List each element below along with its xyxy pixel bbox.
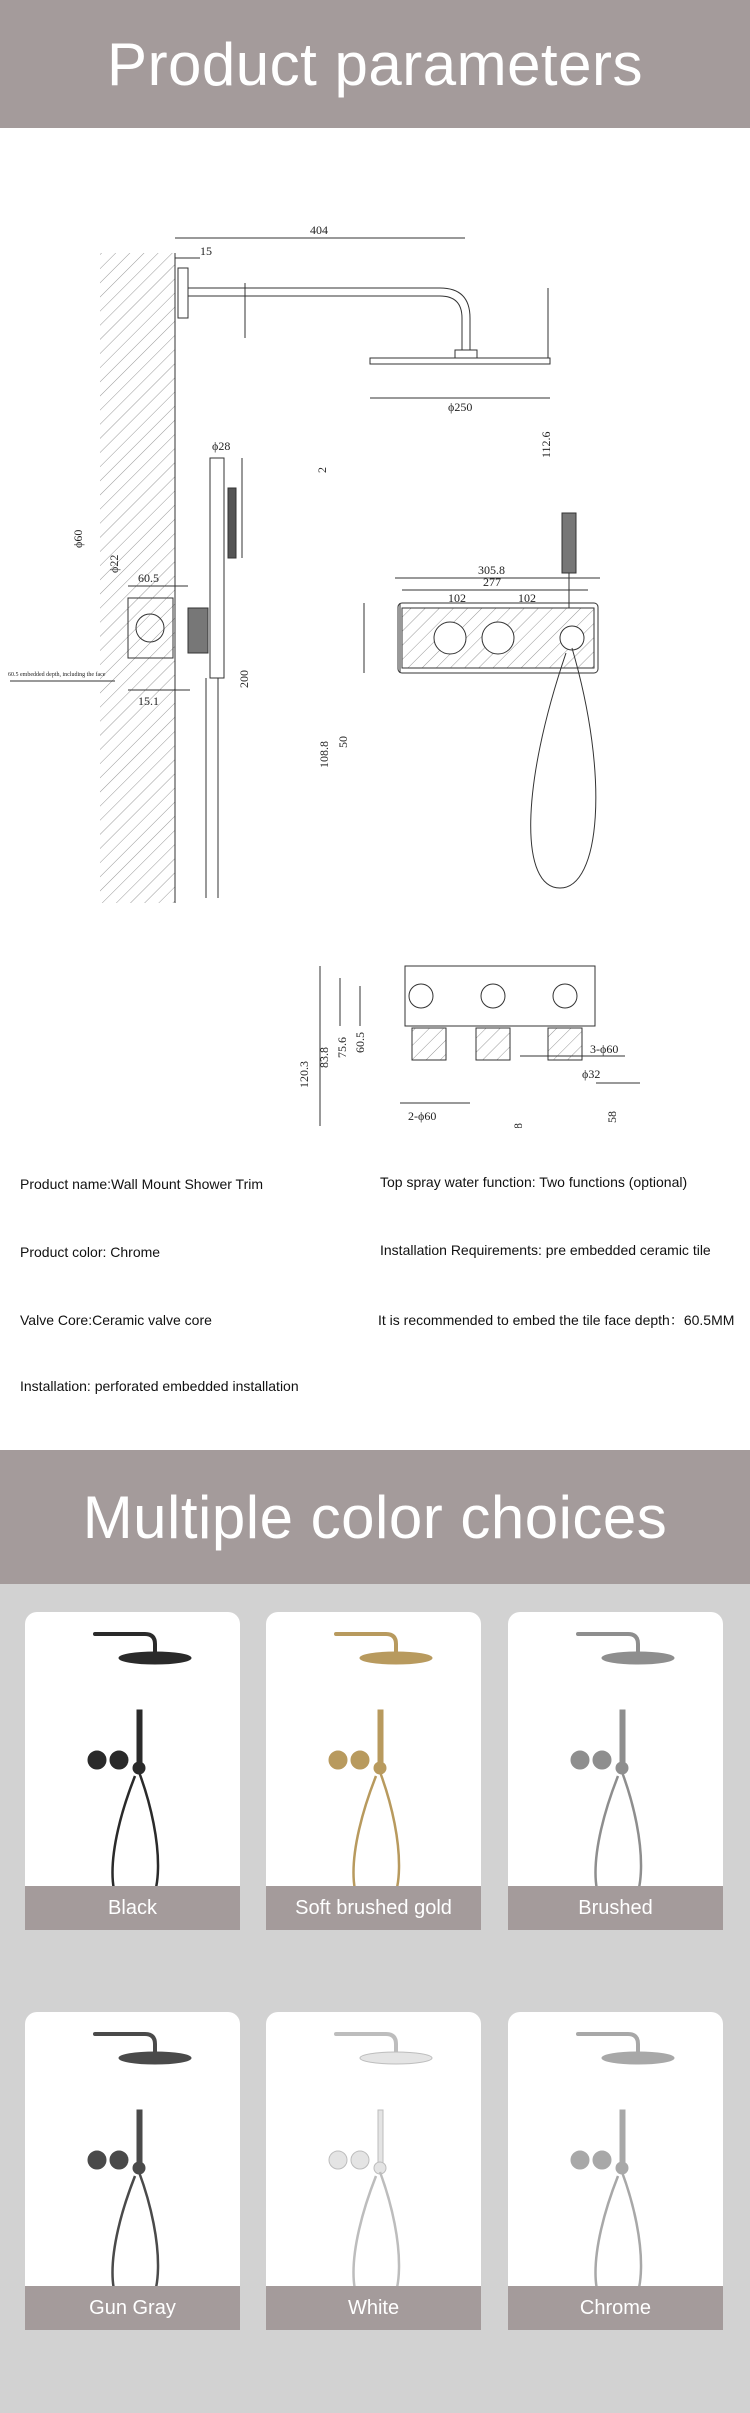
dim-1203: 120.3 [297, 1061, 311, 1088]
color-card-gungray[interactable] [25, 2012, 240, 2330]
color-card-gold[interactable] [266, 1612, 481, 1930]
product-image-chrome [508, 2012, 723, 2330]
dim-50: 50 [336, 736, 350, 748]
dim-756: 75.6 [335, 1037, 349, 1058]
product-image-gold [266, 1612, 481, 1930]
shower-set-icon [266, 1612, 481, 1930]
param-product-color: Product color: Chrome [20, 1244, 161, 1260]
color-card-white[interactable] [266, 2012, 481, 2330]
param-top-spray: Top spray water function: Two functions (optional) [380, 1174, 688, 1190]
dim-151: 15.1 [138, 694, 159, 708]
dim-60: ϕ60 [71, 529, 85, 548]
colors-banner [0, 1450, 750, 1584]
dim-277: 277 [483, 575, 501, 589]
color-card-black[interactable] [25, 1612, 240, 1930]
dim-102a: 102 [448, 591, 466, 605]
dim-1088: 108.8 [317, 741, 331, 768]
shower-set-icon [25, 1612, 240, 1930]
dim-102b: 102 [518, 591, 536, 605]
dim-22: ϕ22 [107, 554, 121, 573]
dimension-drawing [0, 128, 750, 1128]
product-parameters [0, 1128, 750, 1450]
param-install-req: Installation Requirements: pre embedded ceramic tile [380, 1242, 711, 1258]
shower-set-icon [508, 1612, 723, 1930]
dim-15: 15 [200, 244, 212, 258]
param-product-name: Product name:Wall Mount Shower Trim [20, 1176, 264, 1192]
dim-404: 404 [310, 223, 328, 237]
product-image-brushed [508, 1612, 723, 1930]
dim-32: ϕ32 [582, 1067, 601, 1081]
dim-note: 60.5 embedded depth, including the face [8, 672, 106, 678]
color-label-chrome: Chrome [508, 2286, 723, 2330]
product-image-black [25, 1612, 240, 1930]
color-grid [0, 1584, 750, 2413]
param-valve-core: Valve Core:Ceramic valve core [20, 1312, 212, 1328]
dim-2: 2 [315, 467, 329, 473]
shower-set-icon [508, 2012, 723, 2330]
param-embed-depth: It is recommended to embed the tile face depth：60.5MM [378, 1312, 735, 1328]
color-label-gold: Soft brushed gold [266, 1886, 481, 1930]
header-banner [0, 0, 750, 128]
colors-title: Multiple color choices [82, 1483, 668, 1551]
page-title: Product parameters [107, 30, 643, 98]
dim-200: 200 [237, 670, 251, 688]
dim-28: ϕ28 [212, 439, 231, 453]
shower-set-icon [266, 2012, 481, 2330]
color-card-chrome[interactable] [508, 2012, 723, 2330]
product-image-gungray [25, 2012, 240, 2330]
param-installation: Installation: perforated embedded installation [20, 1378, 299, 1394]
dim-260: 2-ϕ60 [408, 1109, 437, 1123]
color-label-gungray: Gun Gray [25, 2286, 240, 2330]
shower-set-icon [25, 2012, 240, 2330]
product-image-white [266, 2012, 481, 2330]
color-label-black: Black [25, 1886, 240, 1930]
dim-838: 83.8 [317, 1047, 331, 1068]
dim-605: 60.5 [138, 571, 159, 585]
dim-250: ϕ250 [448, 400, 473, 414]
dim-3058: 305.8 [478, 563, 505, 577]
dim-360: 3-ϕ60 [590, 1042, 619, 1056]
dim-58: 58 [605, 1111, 619, 1123]
color-label-white: White [266, 2286, 481, 2330]
dim-112: 112.6 [539, 431, 553, 458]
dim-605b: 60.5 [353, 1032, 367, 1053]
technical-drawing [0, 128, 750, 1128]
color-card-brushed[interactable] [508, 1612, 723, 1930]
color-label-brushed: Brushed [508, 1886, 723, 1930]
